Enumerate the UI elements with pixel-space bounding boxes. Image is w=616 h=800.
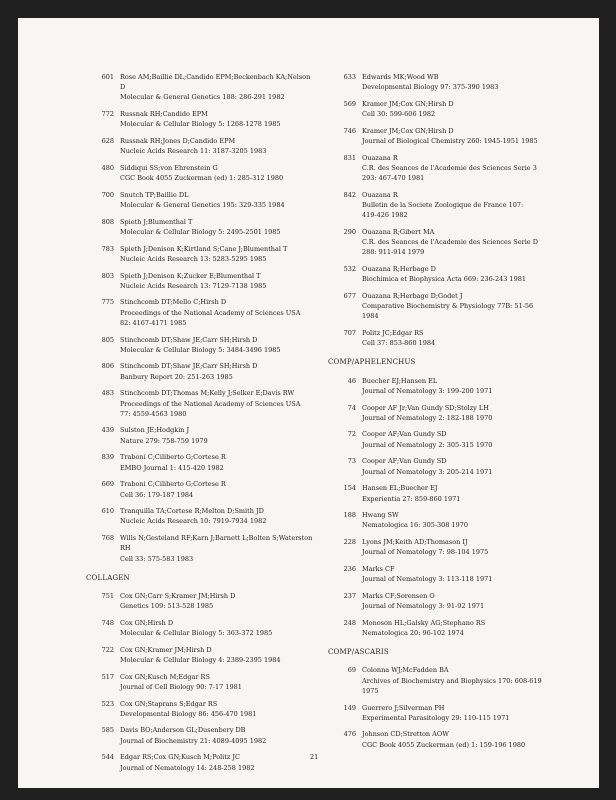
reference-number: 569 xyxy=(343,99,356,108)
reference-number: 601 xyxy=(101,73,114,81)
reference-number: 805 xyxy=(101,335,114,344)
reference-line: Bulletin de la Societe Zoologique de France 107: xyxy=(362,201,524,210)
reference-body xyxy=(120,618,338,638)
reference-line: Ouazana R;Herbage D;Godet J xyxy=(362,291,463,300)
reference-line: Molecular & Cellular Biology 5: 363-372 1985 xyxy=(120,629,273,638)
section-heading: COMP/ASCARIS xyxy=(328,648,389,657)
reference-line: 77: 4559-4563 1980 xyxy=(120,409,187,418)
reference-line: Guerrero J;Silverman PH xyxy=(362,703,445,712)
reference-line: Experimental Parasitology 29: 110-115 1971 xyxy=(362,713,510,722)
reference-line: Journal of Nematology 3: 113-118 1971 xyxy=(362,575,493,584)
reference-body xyxy=(120,425,338,445)
reference-number: 839 xyxy=(101,453,114,462)
reference-body xyxy=(362,328,600,348)
reference-entry xyxy=(330,618,600,638)
reference-line: Nucleic Acids Research 11: 3187-3205 1983 xyxy=(120,147,267,156)
reference-entry xyxy=(88,618,338,638)
reference-line: Stinchcomb DT;Mello C;Hirsh D xyxy=(120,298,227,307)
reference-line: Journal of Nematology 3: 205-214 1971 xyxy=(362,467,493,476)
reference-line: D xyxy=(120,83,126,92)
reference-number: 669 xyxy=(101,480,114,489)
reference-line: Molecular & General Genetics 188: 286-291 1982 xyxy=(120,93,285,102)
reference-entry xyxy=(88,425,338,445)
reference-line: Hwang SW xyxy=(362,511,399,520)
reference-entry xyxy=(88,217,338,237)
reference-body xyxy=(120,699,338,719)
reference-line: Stinchcomb DT;Thomas M;Kelly J;Selker E;Davis RW xyxy=(120,389,295,398)
reference-number: 775 xyxy=(101,298,114,307)
reference-number: 228 xyxy=(343,538,356,547)
reference-line: Politz JC;Edgar RS xyxy=(362,329,424,338)
reference-entry xyxy=(88,163,338,183)
reference-body xyxy=(120,725,338,745)
reference-body xyxy=(120,217,338,237)
reference-line: Spieth J;Denison K;Kirtland S;Cane J;Blumenthal T xyxy=(120,244,288,253)
reference-line: Cell 37: 853-860 1984 xyxy=(362,339,436,348)
reference-number: 831 xyxy=(343,153,356,162)
reference-body xyxy=(362,72,600,92)
reference-body xyxy=(120,752,338,772)
reference-line: Davis BO;Anderson GL;Dusenbery DB xyxy=(120,726,246,735)
reference-body xyxy=(120,190,338,210)
reference-number: 476 xyxy=(343,730,356,739)
reference-body xyxy=(120,591,338,611)
reference-number: 72 xyxy=(347,430,356,439)
reference-line: Johnson CD;Stretton AOW xyxy=(362,730,449,739)
reference-body xyxy=(120,109,338,129)
reference-number: 628 xyxy=(101,137,114,146)
reference-entry xyxy=(88,271,338,291)
reference-entry xyxy=(88,335,338,355)
reference-entry xyxy=(88,190,338,210)
reference-number: 74 xyxy=(347,403,356,412)
reference-line: Russnak RH;Jones D;Candido EPM xyxy=(120,137,236,146)
reference-entry xyxy=(330,403,600,423)
reference-line: Nature 279: 758-759 1979 xyxy=(120,436,208,445)
reference-line: Banbury Report 20: 251-263 1985 xyxy=(120,372,233,381)
reference-number: 746 xyxy=(343,126,356,135)
reference-line: Molecular & General Genetics 195: 329-335 1984 xyxy=(120,201,285,210)
reference-body xyxy=(120,244,338,264)
reference-body xyxy=(362,510,600,530)
reference-entry xyxy=(88,533,338,564)
reference-line: Proceedings of the National Academy of Sciences USA xyxy=(120,399,301,408)
reference-entry xyxy=(330,564,600,584)
reference-line: Journal of Cell Biology 90: 7-17 1981 xyxy=(120,682,242,691)
reference-line: Cox GN;Carr S;Kramer JM;Hirsh D xyxy=(120,591,236,600)
document-page xyxy=(18,18,599,788)
reference-body xyxy=(362,227,600,258)
reference-entry xyxy=(88,109,338,129)
reference-line: Sulston JE;Hodgkin J xyxy=(120,426,190,435)
reference-body xyxy=(120,335,338,355)
reference-line: Genetics 109: 513-528 1985 xyxy=(120,602,214,611)
reference-line: Nucleic Acids Research 13: 5283-5295 1985 xyxy=(120,254,267,263)
reference-line: Molecular & Cellular Biology 5: 1268-1278 1985 xyxy=(120,120,281,129)
reference-line: 82: 4167-4171 1985 xyxy=(120,318,187,327)
reference-line: Kramer JM;Cox GN;Hirsh D xyxy=(362,99,454,108)
reference-line: Proceedings of the National Academy of Sciences USA xyxy=(120,308,301,317)
reference-entry xyxy=(330,483,600,503)
reference-number: 237 xyxy=(343,591,356,600)
reference-line: Nematologica 20: 96-102 1974 xyxy=(362,629,464,638)
reference-entry xyxy=(330,703,600,723)
reference-line: 288: 911-914 1979 xyxy=(362,248,425,257)
reference-body xyxy=(120,72,338,103)
reference-number: 290 xyxy=(343,227,356,236)
reference-line: 419-426 1982 xyxy=(362,211,408,220)
reference-entry xyxy=(330,264,600,284)
reference-line: Cox GN;Kusch M;Edgar RS xyxy=(120,672,210,681)
reference-line: Traboni C;Ciliberto G;Cortese R xyxy=(120,480,226,489)
reference-line: Molecular & Cellular Biology 5: 3484-3496 1985 xyxy=(120,345,281,354)
reference-line: Marks CF xyxy=(362,565,395,574)
reference-body xyxy=(362,429,600,449)
reference-body xyxy=(362,703,600,723)
reference-number: 483 xyxy=(101,389,114,398)
reference-line: Journal of Nematology 2: 182-188 1970 xyxy=(362,413,493,422)
reference-line: C.R. des Seances de l'Academie des Sciences Serie 3 xyxy=(362,163,537,172)
reference-number: 808 xyxy=(101,217,114,226)
reference-entry xyxy=(330,72,600,92)
reference-entry xyxy=(330,190,600,221)
reference-number: 677 xyxy=(343,291,356,300)
reference-entry xyxy=(330,510,600,530)
reference-entry xyxy=(330,429,600,449)
reference-entry xyxy=(88,452,338,472)
reference-line: Journal of Nematology 7: 98-104 1975 xyxy=(362,548,489,557)
reference-line: Journal of Nematology 3: 91-92 1971 xyxy=(362,602,485,611)
reference-line: Cox GN;Hirsh D xyxy=(120,618,174,627)
reference-entry xyxy=(330,99,600,119)
reference-body xyxy=(362,456,600,476)
reference-entry xyxy=(88,645,338,665)
reference-entry xyxy=(330,376,600,396)
reference-body xyxy=(120,271,338,291)
reference-line: Ouazana R xyxy=(362,190,398,199)
reference-line: Stinchcomb DT;Shaw JE;Carr SH;Hirsh D xyxy=(120,335,258,344)
reference-line: Traboni C;Ciliberto G;Cortese R xyxy=(120,453,226,462)
reference-number: 751 xyxy=(101,591,114,600)
reference-entry xyxy=(330,126,600,146)
reference-body xyxy=(120,361,338,381)
reference-line: EMBO Journal 1: 415-420 1982 xyxy=(120,463,224,472)
reference-line: Edgar RS;Cox GN;Kusch M;Politz JC xyxy=(120,753,240,762)
reference-entry xyxy=(88,506,338,526)
reference-line: Cooper AF;Van Gundy SD xyxy=(362,430,447,439)
reference-line: Tranquilla TA;Cortese R;Melton D;Smith JD xyxy=(120,507,264,516)
reference-entry xyxy=(330,456,600,476)
reference-line: 1984 xyxy=(362,312,379,321)
reference-line: Ouazana R;Herbage D xyxy=(362,265,436,274)
reference-number: 248 xyxy=(343,618,356,627)
reference-line: Russnak RH;Candido EPM xyxy=(120,110,208,119)
reference-number: 842 xyxy=(343,190,356,199)
reference-line: Edwards MK;Wood WB xyxy=(362,73,439,81)
reference-body xyxy=(362,483,600,503)
reference-number: 532 xyxy=(343,265,356,274)
reference-entry xyxy=(88,72,338,103)
reference-line: RH xyxy=(120,544,131,553)
reference-body xyxy=(120,672,338,692)
reference-number: 517 xyxy=(101,672,114,681)
reference-line: Cell 33: 575-583 1983 xyxy=(120,554,194,563)
reference-line: Spieth J;Blumenthal T xyxy=(120,217,193,226)
reference-line: Cox GN;Staprans S;Edgar RS xyxy=(120,699,218,708)
reference-body xyxy=(362,126,600,146)
reference-number: 188 xyxy=(343,511,356,520)
reference-line: Journal of Biochemistry 21: 4089-4095 1982 xyxy=(120,736,267,745)
reference-line: Hansen EL;Buecher EJ xyxy=(362,484,438,493)
reference-line: Journal of Biological Chemistry 260: 1945-1951 1985 xyxy=(362,137,538,146)
reference-body xyxy=(120,452,338,472)
reference-line: Marks CF;Sorensen O xyxy=(362,591,435,600)
reference-line: CGC Book 4055 Zuckerman (ed) 1: 159-196 1980 xyxy=(362,740,526,749)
reference-line: 293: 467-470 1981 xyxy=(362,174,425,183)
reference-line: Developmental Biology 86: 456-470 1981 xyxy=(120,709,257,718)
reference-body xyxy=(120,388,338,419)
reference-body xyxy=(362,376,600,396)
reference-number: 633 xyxy=(343,73,356,81)
reference-number: 748 xyxy=(101,618,114,627)
section-heading: COLLAGEN xyxy=(86,573,130,582)
reference-number: 46 xyxy=(347,376,356,385)
reference-number: 585 xyxy=(101,726,114,735)
reference-number: 544 xyxy=(101,753,114,762)
reference-line: Comparative Biochemistry & Physiology 77B: 51-56 xyxy=(362,302,534,311)
reference-entry xyxy=(330,328,600,348)
reference-number: 768 xyxy=(101,534,114,543)
reference-body xyxy=(120,506,338,526)
reference-body xyxy=(362,291,600,322)
reference-number: 707 xyxy=(343,329,356,338)
reference-number: 722 xyxy=(101,645,114,654)
reference-body xyxy=(362,403,600,423)
reference-line: Journal of Nematology 3: 199-200 1971 xyxy=(362,386,493,395)
reference-line: Kramer JM;Cox GN;Hirsh D xyxy=(362,126,454,135)
reference-entry xyxy=(330,227,600,258)
reference-line: Cooper AF Jr;Van Gundy SD;Stolzy LH xyxy=(362,403,489,412)
reference-number: 73 xyxy=(347,457,356,466)
reference-body xyxy=(362,537,600,557)
reference-line: Ouazana R xyxy=(362,153,398,162)
reference-line: Developmental Biology 97: 375-390 1983 xyxy=(362,83,499,92)
reference-line: Nematologica 16: 305-308 1970 xyxy=(362,521,469,530)
reference-body xyxy=(120,163,338,183)
reference-line: Archives of Biochemistry and Biophysics 170: 608-619 xyxy=(362,676,542,685)
reference-entry xyxy=(88,136,338,156)
reference-number: 806 xyxy=(101,362,114,371)
reference-number: 69 xyxy=(347,666,356,675)
reference-line: Molecular & Cellular Biology 5: 2495-2501 1985 xyxy=(120,227,281,236)
reference-body xyxy=(120,645,338,665)
reference-line: Cell 30: 599-606 1982 xyxy=(362,110,436,119)
reference-entry xyxy=(88,388,338,419)
reference-number: 149 xyxy=(343,703,356,712)
reference-line: Ouazana R;Gibert MA xyxy=(362,227,435,236)
reference-number: 803 xyxy=(101,271,114,280)
reference-body xyxy=(120,136,338,156)
reference-line: Colonna WJ;McFadden BA xyxy=(362,666,449,675)
reference-line: Cell 36: 179-187 1984 xyxy=(120,490,194,499)
right-column xyxy=(330,72,600,756)
reference-body xyxy=(120,533,338,564)
reference-entry xyxy=(330,729,600,749)
reference-line: Journal of Nematology 14: 248-258 1982 xyxy=(120,763,255,772)
reference-line: Molecular & Cellular Biology 4: 2389-2395 1984 xyxy=(120,655,281,664)
reference-entry xyxy=(88,672,338,692)
reference-body xyxy=(362,729,600,749)
reference-entry xyxy=(88,699,338,719)
reference-entry xyxy=(88,297,338,328)
reference-number: 439 xyxy=(101,426,114,435)
reference-entry xyxy=(88,244,338,264)
reference-number: 700 xyxy=(101,190,114,199)
reference-entry xyxy=(330,537,600,557)
reference-line: Snutch TP;Baillie DL xyxy=(120,190,189,199)
reference-line: Spieth J;Denison K;Zucker E;Blumenthal T xyxy=(120,271,261,280)
reference-number: 783 xyxy=(101,244,114,253)
reference-body xyxy=(120,479,338,499)
reference-line: Wills N;Gesteland RF;Karn J;Barnett L;Bolten S;Waterston xyxy=(120,534,313,543)
reference-line: Stinchcomb DT;Shaw JE;Carr SH;Hirsh D xyxy=(120,362,258,371)
reference-line: Buecher EJ;Hansen EL xyxy=(362,376,438,385)
reference-entry xyxy=(88,591,338,611)
reference-entry xyxy=(88,752,338,772)
reference-body xyxy=(362,618,600,638)
reference-entry xyxy=(88,725,338,745)
reference-number: 610 xyxy=(101,507,114,516)
reference-body xyxy=(362,190,600,221)
page-number: 21 xyxy=(310,753,319,761)
reference-body xyxy=(362,153,600,184)
reference-line: 1975 xyxy=(362,686,379,695)
reference-number: 523 xyxy=(101,699,114,708)
reference-line: Nucleic Acids Research 10: 7919-7934 1982 xyxy=(120,517,267,526)
left-column xyxy=(88,72,338,779)
reference-body xyxy=(120,297,338,328)
reference-body xyxy=(362,665,600,696)
reference-line: Cox GN;Kramer JM;Hirsh D xyxy=(120,645,212,654)
reference-number: 154 xyxy=(343,484,356,493)
reference-line: Journal of Nematology 2: 305-315 1970 xyxy=(362,440,493,449)
reference-body xyxy=(362,591,600,611)
reference-body xyxy=(362,264,600,284)
reference-body xyxy=(362,564,600,584)
reference-entry xyxy=(330,153,600,184)
reference-entry xyxy=(330,665,600,696)
reference-line: Monoson HL;Galsky AG;Stephano RS xyxy=(362,618,486,627)
reference-number: 480 xyxy=(101,163,114,172)
reference-entry xyxy=(88,361,338,381)
reference-line: Rose AM;Baillie DL;Candido EPM;Beckenbach KA;Nelson xyxy=(120,73,311,81)
section-heading: COMP/APHELENCHUS xyxy=(328,358,416,367)
reference-line: C.R. des Seances de l'Academie des Sciences Serie D xyxy=(362,238,538,247)
reference-entry xyxy=(330,291,600,322)
reference-line: Siddiqui SS;von Ehrenstein G xyxy=(120,163,218,172)
reference-number: 236 xyxy=(343,565,356,574)
reference-line: Lyons JM;Keith AD;Thomason IJ xyxy=(362,538,468,547)
reference-body xyxy=(362,99,600,119)
reference-line: Biochimica et Biophysica Acta 669: 236-243 1981 xyxy=(362,275,526,284)
reference-entry xyxy=(88,479,338,499)
reference-line: Experientia 27: 859-860 1971 xyxy=(362,494,461,503)
reference-entry xyxy=(330,591,600,611)
reference-line: Nucleic Acids Research 13: 7129-7138 1985 xyxy=(120,281,267,290)
reference-number: 772 xyxy=(101,110,114,119)
reference-line: Cooper AF;Van Gundy SD xyxy=(362,457,447,466)
reference-line: CGC Book 4055 Zuckerman (ed) 1: 285-312 1980 xyxy=(120,174,284,183)
